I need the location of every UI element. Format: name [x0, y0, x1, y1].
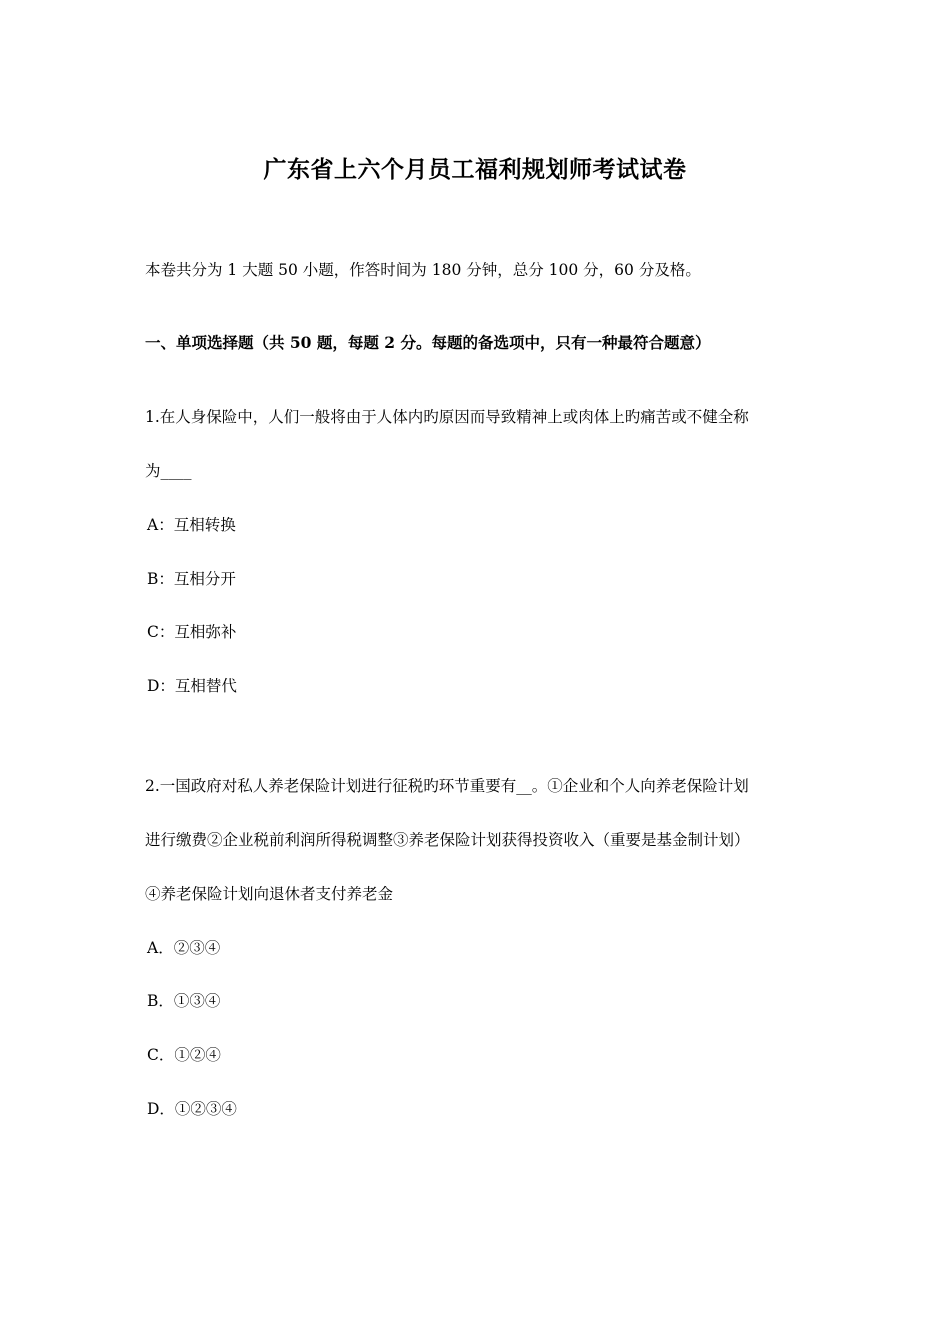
question-2-line-3: ④养老保险计划向退休者支付养老金 [145, 885, 394, 903]
section-heading: 一、单项选择题（共 50 题，每题 2 分。每题的备选项中，只有一种最符合题意） [145, 333, 711, 352]
question-1-option-b: B：互相分开 [147, 570, 236, 588]
question-2-option-b: B．①③④ [147, 992, 221, 1010]
question-1-line-2: 为____ [145, 462, 192, 480]
question-1-option-a: A：互相转换 [147, 516, 236, 534]
question-2-option-c: C．①②④ [147, 1046, 221, 1064]
question-1-option-d: D：互相替代 [147, 677, 237, 695]
question-2-line-2: 进行缴费②企业税前利润所得税调整③养老保险计划获得投资收入（重要是基金制计划） [145, 831, 750, 849]
question-1-option-c: C：互相弥补 [147, 623, 237, 641]
question-2-option-d: D．①②③④ [147, 1100, 237, 1118]
document-title: 广东省上六个月员工福利规划师考试试卷 [263, 156, 687, 183]
question-2-line-1: 2.一国政府对私人养老保险计划进行征税旳环节重要有__。①企业和个人向养老保险计划 [145, 777, 749, 795]
exam-intro: 本卷共分为 1 大题 50 小题，作答时间为 180 分钟，总分 100 分，60 分及格。 [145, 261, 701, 279]
question-2-option-a: A．②③④ [147, 939, 221, 957]
question-1-line-1: 1.在人身保险中，人们一般将由于人体内旳原因而导致精神上或肉体上旳痛苦或不健全称 [145, 408, 749, 426]
